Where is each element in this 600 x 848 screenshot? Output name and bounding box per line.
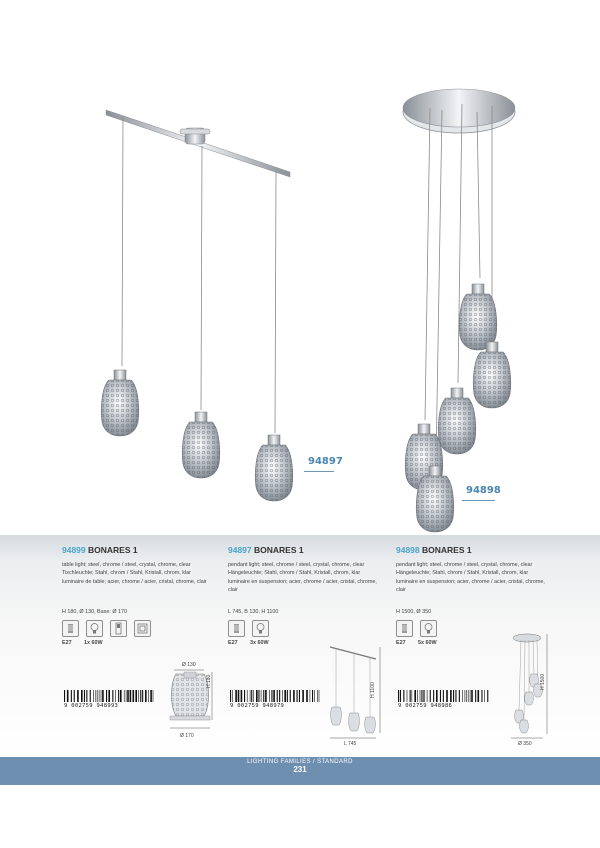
desc-fr: luminaire de table; acier, chrome / acier, cristal, chrome, clair [62, 578, 207, 585]
feature-icons [396, 620, 437, 637]
product-column-94898 [396, 545, 561, 646]
dim-bottom: L 745 [344, 741, 357, 747]
socket-icon [228, 620, 245, 637]
product-name: BONARES 1 [88, 545, 138, 555]
product-title [396, 545, 561, 555]
switch-icon [110, 620, 127, 637]
desc-fr-cont: clair [228, 587, 238, 594]
bulb-icon [252, 620, 269, 637]
bulb-icon [420, 620, 437, 637]
dimension-drawing-94899 [160, 662, 240, 748]
desc-de: Hängeleuchte; Stahl, chrom / Stahl, Kristall, chrom, klar [396, 570, 529, 577]
product-column-94899 [62, 545, 227, 646]
barcode-number: 9 002759 948979 [230, 703, 285, 709]
barcode-number: 9 002759 948993 [64, 703, 119, 709]
page-footer [0, 757, 600, 785]
dim-bottom: Ø 350 [518, 741, 532, 747]
product-description [396, 561, 561, 595]
feature-icons [228, 620, 269, 637]
product-title [228, 545, 393, 555]
product-name: BONARES 1 [422, 545, 472, 555]
desc-fr-cont: clair [396, 587, 406, 594]
product-number: 94897 [228, 545, 252, 555]
product-description [228, 561, 393, 595]
product-dimensions: H 180, Ø 130, Base: Ø 170 [62, 609, 128, 615]
desc-fr: luminaire en suspension; acier, chrome / acier, cristal, chrome, [396, 578, 545, 585]
bulb-icon [86, 620, 103, 637]
footer-section: LIGHTING FAMILIES / STANDARD [247, 759, 353, 765]
product-number: 94899 [62, 545, 86, 555]
wattage: 1x 60W [84, 640, 103, 646]
feature-icons [62, 620, 151, 637]
protection-class-icon [134, 620, 151, 637]
product-dimensions: L 745, B 130, H 1100 [228, 609, 279, 615]
photo-label-94897: 94897 [308, 456, 343, 467]
dim-bottom: Ø 170 [180, 733, 194, 739]
photo-label-underline [462, 500, 495, 501]
desc-de: Tischleuchte; Stahl, chrom / Stahl, Kristall, chrom, klar [62, 570, 191, 577]
dim-side: H 1100 [370, 682, 376, 698]
socket-type: E27 [62, 640, 72, 646]
page-number: 231 [293, 765, 307, 774]
socket-icon [62, 620, 79, 637]
dim-side: H 180 [206, 674, 212, 688]
socket-type: E27 [228, 640, 238, 646]
photo-label-underline [304, 471, 334, 472]
product-name: BONARES 1 [254, 545, 304, 555]
desc-en: pendant light; steel, chrome / steel, crystal, chrome, clear [228, 562, 365, 568]
pendant-94898-image [403, 89, 515, 532]
wattage: 3x 60W [250, 640, 269, 646]
dim-side: H 1500 [540, 673, 546, 690]
desc-en: table light; steel, chrome / steel, crystal, chrome, clear [62, 562, 191, 568]
barcode-number: 9 002759 948986 [398, 703, 453, 709]
dim-top: Ø 130 [182, 662, 196, 668]
socket-icon [396, 620, 413, 637]
product-column-94897 [228, 545, 393, 646]
desc-fr: luminaire en suspension; acier, chrome / acier, cristal, chrome, [228, 578, 377, 585]
product-number: 94898 [396, 545, 420, 555]
product-description [62, 561, 227, 586]
socket-type: E27 [396, 640, 406, 646]
desc-en: pendant light; steel, chrome / steel, crystal, chrome, clear [396, 562, 533, 568]
desc-de: Hängeleuchte; Stahl, chrom / Stahl, Kristall, chrom, klar [228, 570, 361, 577]
pendant-94897-image [101, 110, 292, 501]
product-title [62, 545, 227, 555]
photo-label-94898: 94898 [466, 485, 501, 496]
wattage: 5x 60W [418, 640, 437, 646]
product-dimensions: H 1500, Ø 350 [396, 609, 432, 615]
